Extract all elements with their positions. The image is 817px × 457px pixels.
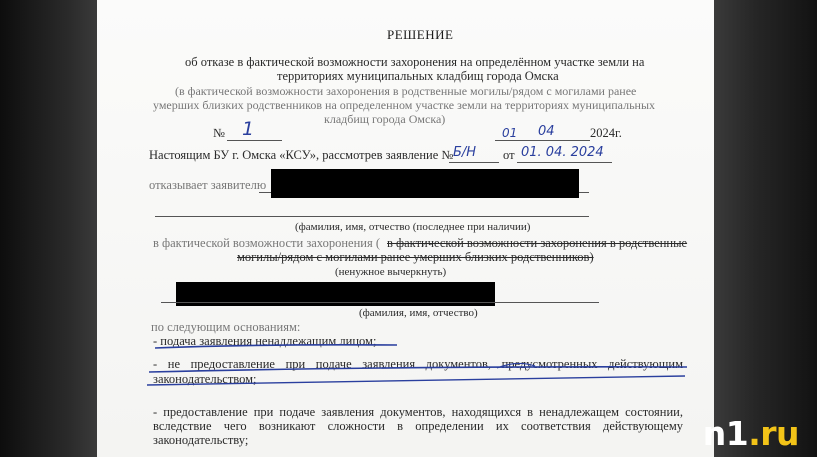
site-logo: n1.ru <box>702 414 799 453</box>
subtitle-line-2: территориях муниципальных кладбищ города Омска <box>277 69 559 83</box>
application-number: Б/Н <box>453 145 477 160</box>
document-page <box>97 0 714 457</box>
ink-annotations <box>97 0 714 457</box>
possibility-text: в фактической возможности захоронения ( <box>153 236 380 250</box>
application-date: 01. 04. 2024 <box>521 145 604 160</box>
ink-underline-ground-2b <box>147 376 685 385</box>
fio-caption-2: (фамилия, имя, отчество) <box>359 307 478 319</box>
ground-3-line-2: вследствие чего возникают сложности в определении их соответствия действующему <box>153 419 683 433</box>
fio-caption: (фамилия, имя, отчество (последнее при наличии) <box>295 221 531 233</box>
cross-out-note: (ненужное вычеркнуть) <box>335 266 447 278</box>
ground-2-line-1: - не предоставление при подаче заявления документов, предусмотренных действующим <box>153 357 683 371</box>
ink-underline-ground-1 <box>155 345 397 348</box>
graves-struck: могилы/рядом с могилами ранее умерших близких родственников) <box>237 250 594 264</box>
ground-1: - подача заявления ненадлежащим лицом; <box>153 334 377 348</box>
date-month: 04 <box>538 124 555 139</box>
number-value: 1 <box>242 118 255 140</box>
date-day: 01 <box>502 126 518 140</box>
ground-3-line-3: законодательству; <box>153 433 249 447</box>
ink-underline-ground-2 <box>149 367 687 372</box>
ground-2-line-2: законодательством; <box>153 372 257 386</box>
subtitle-alt-line-3: кладбищ города Омска) <box>324 112 446 126</box>
document-title: РЕШЕНИЕ <box>387 27 454 42</box>
number-label: № <box>213 126 225 140</box>
possibility-struck: в фактической возможности захоронения в родственные <box>387 236 688 250</box>
subtitle-alt-line-2: умерших близких родственников на определенном участке земли на территориях муниципальных <box>153 98 656 112</box>
ground-3-line-1: - предоставление при подаче заявления документов, находящихся в ненадлежащем состоянии, <box>153 405 683 419</box>
grounds-label: по следующим основаниям: <box>151 320 301 334</box>
from-label: от <box>503 148 515 162</box>
date-year: 2024г. <box>590 126 622 140</box>
intro-text: Настоящим БУ г. Омска «КСУ», рассмотрев заявление № <box>149 148 454 162</box>
background-right <box>714 0 817 457</box>
subtitle-alt-line-1: (в фактической возможности захоронения в родственные могилы/рядом с могилами ранее <box>175 84 637 98</box>
refuses-text: отказывает заявителю <box>149 178 267 192</box>
subtitle-line-1: об отказе в фактической возможности захоронения на определённом участке земли на <box>185 55 645 69</box>
background-left <box>0 0 97 457</box>
